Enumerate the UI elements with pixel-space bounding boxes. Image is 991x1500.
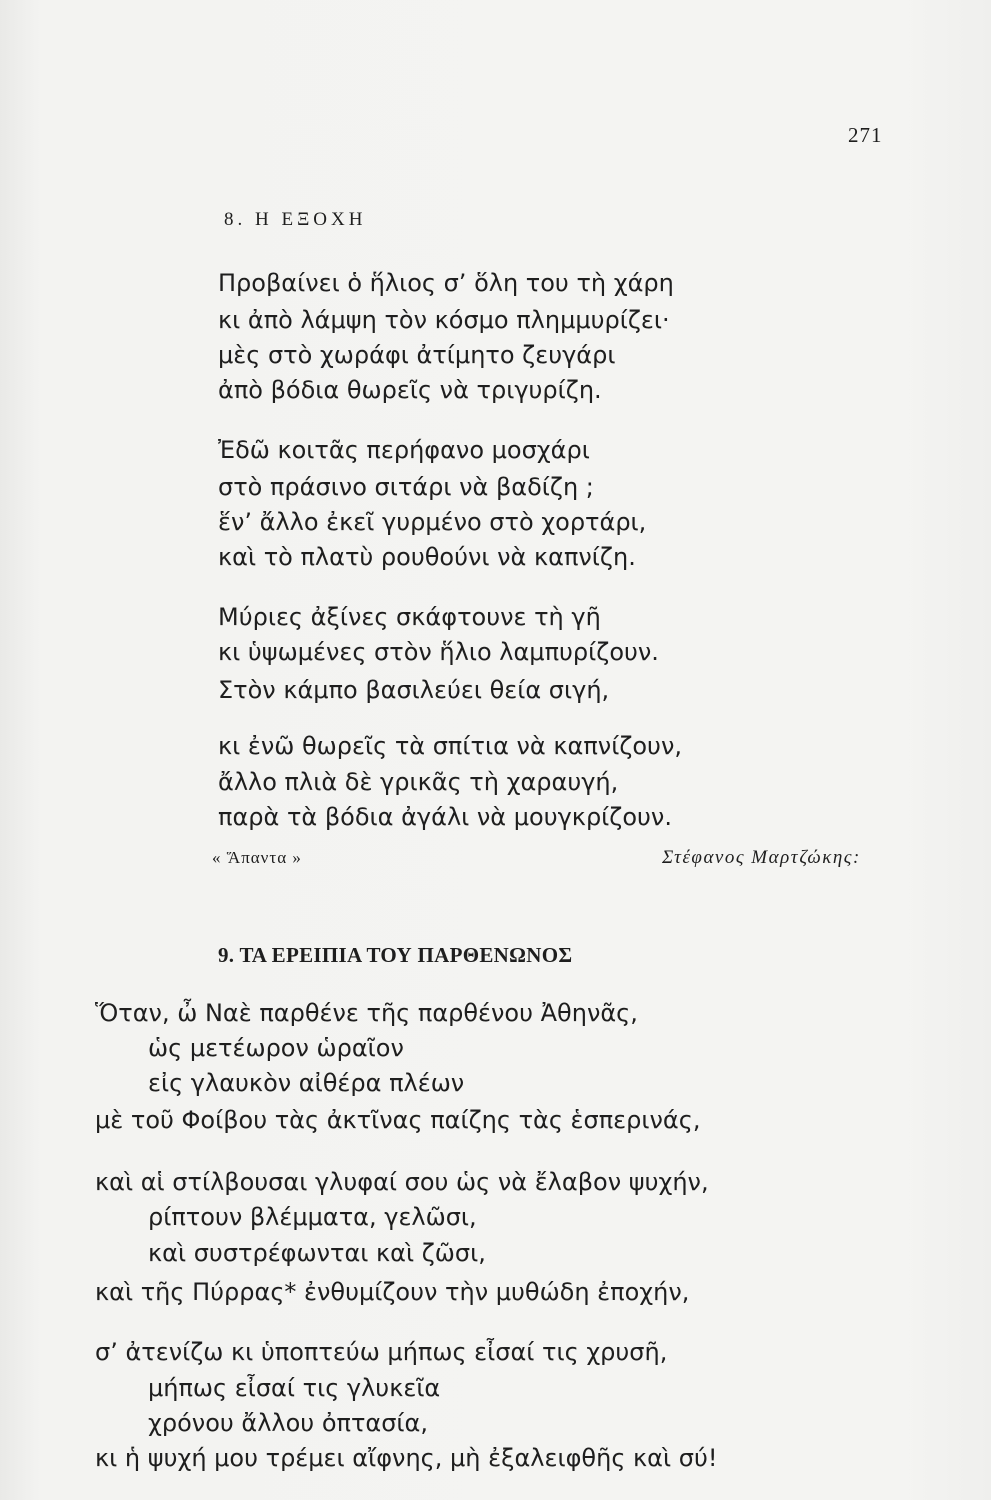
poem-line: καὶ αἱ στίλβουσαι γλυφαί σου ὡς νὰ ἔλαβον ψυχήν,	[95, 1168, 709, 1196]
poem-line: κι ἀπὸ λάμψη τὸν κόσμο πλημμυρίζει·	[218, 306, 670, 334]
poem-line: ἀπὸ βόδια θωρεῖς νὰ τριγυρίζη.	[218, 376, 602, 404]
poem-line: μὲ τοῦ Φοίβου τὰς ἀκτῖνας παίζης τὰς ἑσπερινάς,	[95, 1106, 701, 1134]
poem-line: Ἐδῶ κοιτᾶς περήφανο μοσχάρι	[218, 436, 590, 464]
poem-line: μὲς στὸ χωράφι ἀτίμητο ζευγάρι	[218, 341, 616, 369]
poem-line: ὡς μετέωρον ὡραῖον	[148, 1034, 404, 1062]
poem-author: Στέφανος Μαρτζώκης:	[662, 847, 861, 868]
poem-line: κι ἡ ψυχή μου τρέμει αἴφνης, μὴ ἐξαλειφθῆς καὶ σύ!	[95, 1444, 718, 1472]
poem-line: Στὸν κάμπο βασιλεύει θεία σιγή,	[218, 676, 610, 704]
section-title: 9. ΤΑ ΕΡΕΙΠΙΑ ΤΟΥ ΠΑΡΘΕΝΩΝΟΣ	[218, 943, 573, 967]
poem-title: 8. Η ΕΞΟΧΗ	[224, 209, 367, 230]
poem-line: παρὰ τὰ βόδια ἀγάλι νὰ μουγκρίζουν.	[218, 803, 672, 831]
poem-line: καὶ συστρέφωνται καὶ ζῶσι,	[148, 1239, 486, 1267]
poem-line: Μύριες ἀξίνες σκάφτουνε τὴ γῆ	[218, 603, 601, 631]
poem-line: εἰς γλαυκὸν αἰθέρα πλέων	[148, 1069, 465, 1097]
poem-line: καὶ τὸ πλατὺ ρουθούνι νὰ καπνίζη.	[218, 543, 636, 571]
poem-line: μήπως εἶσαί τις γλυκεῖα	[148, 1374, 441, 1402]
poem-line: ἕν’ ἄλλο ἐκεῖ γυρμένο στὸ χορτάρι,	[218, 508, 647, 536]
poem-line: Προβαίνει ὁ ἥλιος σ’ ὅλη του τὴ χάρη	[218, 269, 674, 297]
poem-line: Ὅταν, ὦ Ναὲ παρθένε τῆς παρθένου Ἀθηνᾶς,	[95, 999, 638, 1027]
poem-line: ρίπτουν βλέμματα, γελῶσι,	[148, 1203, 477, 1231]
poem-line: κι ὑψωμένες στὸν ἥλιο λαμπυρίζουν.	[218, 638, 659, 666]
poem-line: ἄλλο πλιὰ δὲ γρικᾶς τὴ χαραυγή,	[218, 768, 619, 796]
poem-line: καὶ τῆς Πύρρας* ἐνθυμίζουν τὴν μυθώδη ἐποχήν,	[95, 1278, 690, 1306]
poem-source: « Ἅπαντα »	[212, 848, 302, 867]
poem-line: στὸ πράσινο σιτάρι νὰ βαδίζη ;	[218, 473, 594, 501]
poem-line: κι ἐνῶ θωρεῖς τὰ σπίτια νὰ καπνίζουν,	[218, 732, 682, 760]
poem-line: σ’ ἀτενίζω κι ὑποπτεύω μήπως εἶσαί τις χρυσῆ,	[95, 1338, 668, 1366]
poem-line: χρόνου ἄλλου ὀπτασία,	[148, 1409, 428, 1437]
page-number: 271	[848, 123, 883, 147]
